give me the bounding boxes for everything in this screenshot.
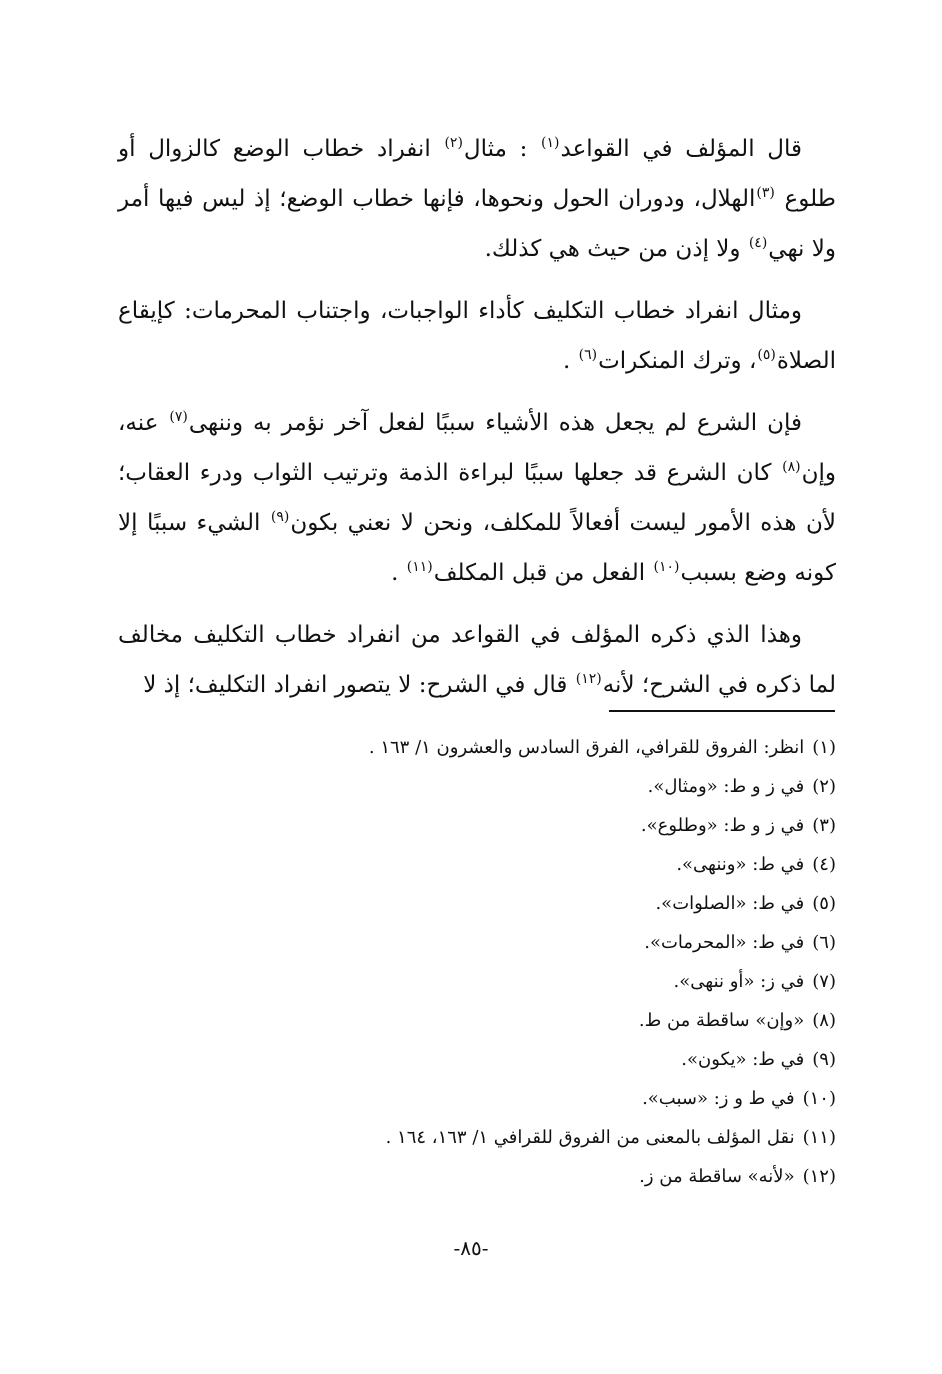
footnote-item [156, 962, 836, 1001]
text-run: ، وترك المنكرات [598, 348, 757, 374]
text-run: عنه، وإن [118, 410, 836, 486]
footnote-ref-4[interactable]: (٤) [748, 235, 768, 251]
footnote-ref-9[interactable]: (٩) [270, 509, 290, 525]
text-run: كان الشرع قد جعلها سببًا لبراءة الذمة وترتيب الثواب ودرء العقاب؛ لأن هذه الأمور ليست أفعالاً للمكلف، ونحن لا نعني بكون [118, 460, 836, 536]
footnote-number: (١٠) [802, 1088, 836, 1109]
footnote-text: في ط: «الصلوات». [655, 893, 805, 914]
footnote-text: نقل المؤلف بالمعنى من الفروق للقرافي ١/ ١٦٣، ١٦٤ . [385, 1127, 795, 1148]
footnote-number: (٥) [812, 893, 836, 914]
footnote-text: في ط: «وننهى». [676, 854, 805, 875]
text-run: ولا إذن من حيث هي كذلك. [484, 236, 748, 262]
footnote-ref-6[interactable]: (٦) [578, 347, 598, 363]
footnote-item [156, 1118, 836, 1157]
text-run: ومثال انفراد خطاب التكليف كأداء الواجبات، واجتناب المحرمات: كإيقاع الصلاة [118, 298, 836, 374]
footnote-text: انظر: الفروق للقرافي، الفرق السادس والعشرون ١/ ١٦٣ . [368, 737, 805, 758]
footnote-text: في ز: «أو ننهى». [673, 971, 805, 992]
footnote-number: (٨) [812, 1010, 836, 1031]
footnote-item [156, 884, 836, 923]
text-run: انفراد خطاب الوضع كالزوال أو طلوع [118, 136, 836, 212]
footnote-ref-11[interactable]: (١١) [406, 559, 433, 575]
footnote-ref-10[interactable]: (١٠) [653, 559, 680, 575]
footnote-number: (٦) [812, 932, 836, 953]
footnote-number: (٧) [812, 971, 836, 992]
paragraph-4 [118, 610, 836, 710]
text-run: الشيء سببًا إلا كونه وضع بسبب [118, 510, 836, 586]
text-run: قال المؤلف في القواعد [560, 136, 802, 162]
footnote-item [156, 806, 836, 845]
footnote-number: (١٢) [802, 1166, 836, 1187]
footnote-item [156, 845, 836, 884]
footnote-item [156, 1157, 836, 1196]
footnote-number: (٤) [812, 854, 836, 875]
footnote-text: في ط و ز: «سبب». [642, 1088, 795, 1109]
text-run: الهلال، ودوران الحول ونحوها، فإنها خطاب الوضع؛ إذ ليس فيها أمر ولا نهي [118, 186, 836, 262]
footnote-item [156, 923, 836, 962]
footnote-text: في ط: «يكون». [681, 1049, 805, 1070]
text-run: : مثال [463, 136, 541, 162]
footnote-text: في ط: «المحرمات». [644, 932, 805, 953]
text-run: . [563, 348, 578, 374]
footnote-item [156, 728, 836, 767]
text-run: قال في الشرح: لا يتصور انفراد التكليف؛ إذ لا [143, 672, 575, 698]
footnote-text: في ز و ط: «وطلوع». [640, 815, 805, 836]
paragraph-2 [118, 286, 836, 386]
footnote-ref-8[interactable]: (٨) [782, 459, 801, 475]
paragraph-1 [118, 124, 836, 274]
footnote-ref-7[interactable]: (٧) [169, 409, 188, 425]
footnote-text: «لأنه» ساقطة من ز. [639, 1166, 795, 1187]
footnotes-list [156, 728, 836, 1196]
main-text [118, 124, 836, 722]
page-number: -٨٥- [453, 1236, 489, 1260]
footnote-ref-5[interactable]: (٥) [757, 347, 776, 363]
footnote-item [156, 1079, 836, 1118]
paragraph-3 [118, 398, 836, 598]
footnote-item [156, 1001, 836, 1040]
footnote-ref-2[interactable]: (٢) [444, 135, 463, 151]
text-run: الفعل من قبل المكلف [433, 560, 653, 586]
footnote-item [156, 1040, 836, 1079]
text-run: . [391, 560, 406, 586]
footnote-separator [609, 710, 835, 712]
footnote-item [156, 767, 836, 806]
footnote-number: (١١) [802, 1127, 836, 1148]
footnote-ref-1[interactable]: (١) [541, 135, 560, 151]
footnote-ref-12[interactable]: (١٢) [575, 671, 602, 687]
footnote-text: في ز و ط: «ومثال». [647, 776, 805, 797]
text-run: وهذا الذي ذكره المؤلف في القواعد من انفراد خطاب التكليف مخالف لما ذكره في الشرح؛ لأنه [118, 622, 836, 698]
footnote-ref-3[interactable]: (٣) [756, 185, 775, 201]
footnote-number: (٩) [812, 1049, 836, 1070]
footnote-text: «وإن» ساقطة من ط. [638, 1010, 805, 1031]
footnote-number: (١) [812, 737, 836, 758]
text-run: فإن الشرع لم يجعل هذه الأشياء سببًا لفعل آخر نؤمر به وننهى [188, 410, 802, 436]
footnote-number: (٣) [812, 815, 836, 836]
footnote-number: (٢) [812, 776, 836, 797]
